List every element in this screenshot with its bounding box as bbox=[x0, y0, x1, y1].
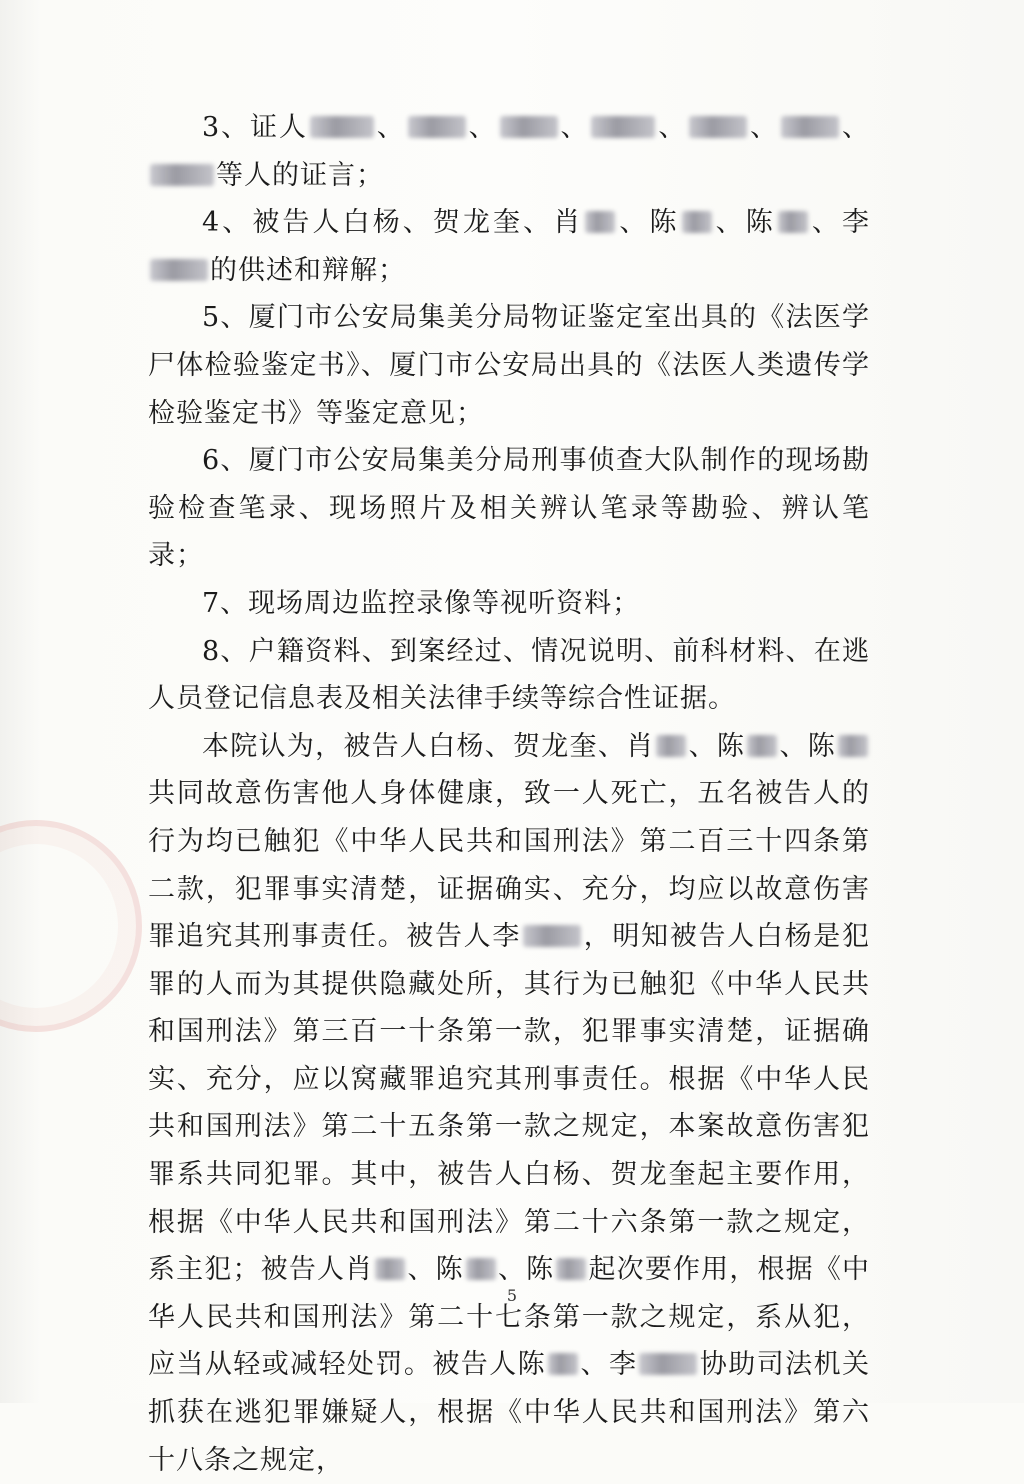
paragraph-text: 8、户籍资料、到案经过、情况说明、前科材料、在逃人员登记信息表及相关法律手续等综合性证据。 bbox=[148, 635, 870, 715]
redacted-name bbox=[548, 1353, 578, 1375]
redacted-name bbox=[523, 925, 581, 947]
paragraph-text: 的供述和辩解； bbox=[210, 254, 406, 286]
paragraph-text: 、陈 bbox=[407, 1254, 464, 1286]
paragraph-text: 本院认为，被告人白杨、贺龙奎、肖 bbox=[202, 730, 655, 762]
redacted-name bbox=[778, 211, 808, 233]
paragraph-text: ，明知被告人白杨是犯罪的人而为其提供隐藏处所，其行为已触犯《中华人民共和国刑法》第三百一十条第一款，犯罪事实清楚，证据确实、充分，应以窝藏罪追究其刑事责任。根据《中华人民共和国刑法》第二十五条第一款之规定，本案故意伤害犯罪系共同犯罪。其中，被告人白杨、贺龙奎起主要作用，根据《中华人民共和国刑法》第二十六条第一款之规定，系主犯；被告人肖 bbox=[148, 921, 871, 1286]
paragraph-text: 3、证人 bbox=[202, 112, 308, 143]
paragraph-text: 、 bbox=[467, 112, 498, 143]
paragraph-text: 、 bbox=[559, 112, 590, 143]
redacted-name bbox=[838, 735, 868, 757]
paragraph bbox=[148, 580, 870, 628]
redacted-name bbox=[408, 116, 466, 138]
official-seal-remnant bbox=[0, 820, 142, 1032]
paragraph-text: 、陈 bbox=[779, 730, 837, 762]
paragraph-text: 、 bbox=[749, 112, 780, 143]
redacted-name bbox=[591, 116, 655, 138]
paragraph-text: 、李 bbox=[809, 207, 871, 239]
paragraph-text: 4、被告人白杨、贺龙奎、肖 bbox=[202, 207, 584, 239]
paragraph-text: 、陈 bbox=[713, 207, 776, 239]
redacted-name bbox=[585, 211, 615, 233]
redacted-name bbox=[310, 116, 374, 138]
redacted-name bbox=[150, 259, 208, 281]
paragraph-text: 起次要作用，根据《中华人民共和国刑法》第二十七条第一款之规定，系从犯，应当从轻或减轻处罚。被告人陈 bbox=[148, 1254, 871, 1381]
paragraph-text: 、陈 bbox=[497, 1254, 555, 1286]
paragraph bbox=[148, 104, 870, 199]
paragraph bbox=[148, 723, 870, 1484]
redacted-name bbox=[747, 735, 777, 757]
paragraph-text: 、 bbox=[841, 112, 871, 143]
redacted-name bbox=[500, 116, 558, 138]
page-number: 5 bbox=[506, 1286, 518, 1305]
paragraph-text: 协助司法机关抓获在逃犯罪嫌疑人，根据《中华人民共和国刑法》第六十八条之规定， bbox=[148, 1349, 871, 1476]
redacted-name bbox=[639, 1353, 697, 1375]
paragraph bbox=[148, 437, 870, 580]
paragraph-text: 6、厦门市公安局集美分局刑事侦查大队制作的现场勘验检查笔录、现场照片及相关辨认笔录等勘验、辨认笔录； bbox=[148, 445, 870, 572]
paragraph bbox=[148, 199, 870, 294]
paragraph-text: 7、现场周边监控录像等视听资料； bbox=[202, 587, 641, 619]
paragraph bbox=[148, 628, 870, 723]
judgment-body-text bbox=[148, 104, 870, 1484]
paragraph-text: 、陈 bbox=[617, 207, 680, 239]
redacted-name bbox=[375, 1258, 405, 1280]
paragraph-text: 、李 bbox=[580, 1349, 638, 1381]
paragraph-text: 5、厦门市公安局集美分局物证鉴定室出具的《法医学尸体检验鉴定书》、厦门市公安局出具的《法医人类遗传学检验鉴定书》等鉴定意见； bbox=[148, 302, 870, 429]
paragraph-text: 、陈 bbox=[688, 730, 746, 762]
paragraph bbox=[148, 294, 870, 437]
paragraph-text: 、 bbox=[375, 112, 406, 143]
redacted-name bbox=[150, 164, 214, 186]
redacted-name bbox=[556, 1258, 586, 1280]
paragraph-text: 等人的证言； bbox=[216, 159, 384, 191]
paragraph-text: 、 bbox=[657, 112, 688, 143]
redacted-name bbox=[781, 116, 839, 138]
redacted-name bbox=[656, 735, 686, 757]
redacted-name bbox=[466, 1258, 496, 1280]
redacted-name bbox=[689, 116, 747, 138]
paragraph-text: 共同故意伤害他人身体健康，致一人死亡，五名被告人的行为均已触犯《中华人民共和国刑法》第二百三十四条第二款，犯罪事实清楚，证据确实、充分，均应以故意伤害罪追究其刑事责任。被告人李 bbox=[148, 778, 870, 953]
redacted-name bbox=[682, 211, 712, 233]
